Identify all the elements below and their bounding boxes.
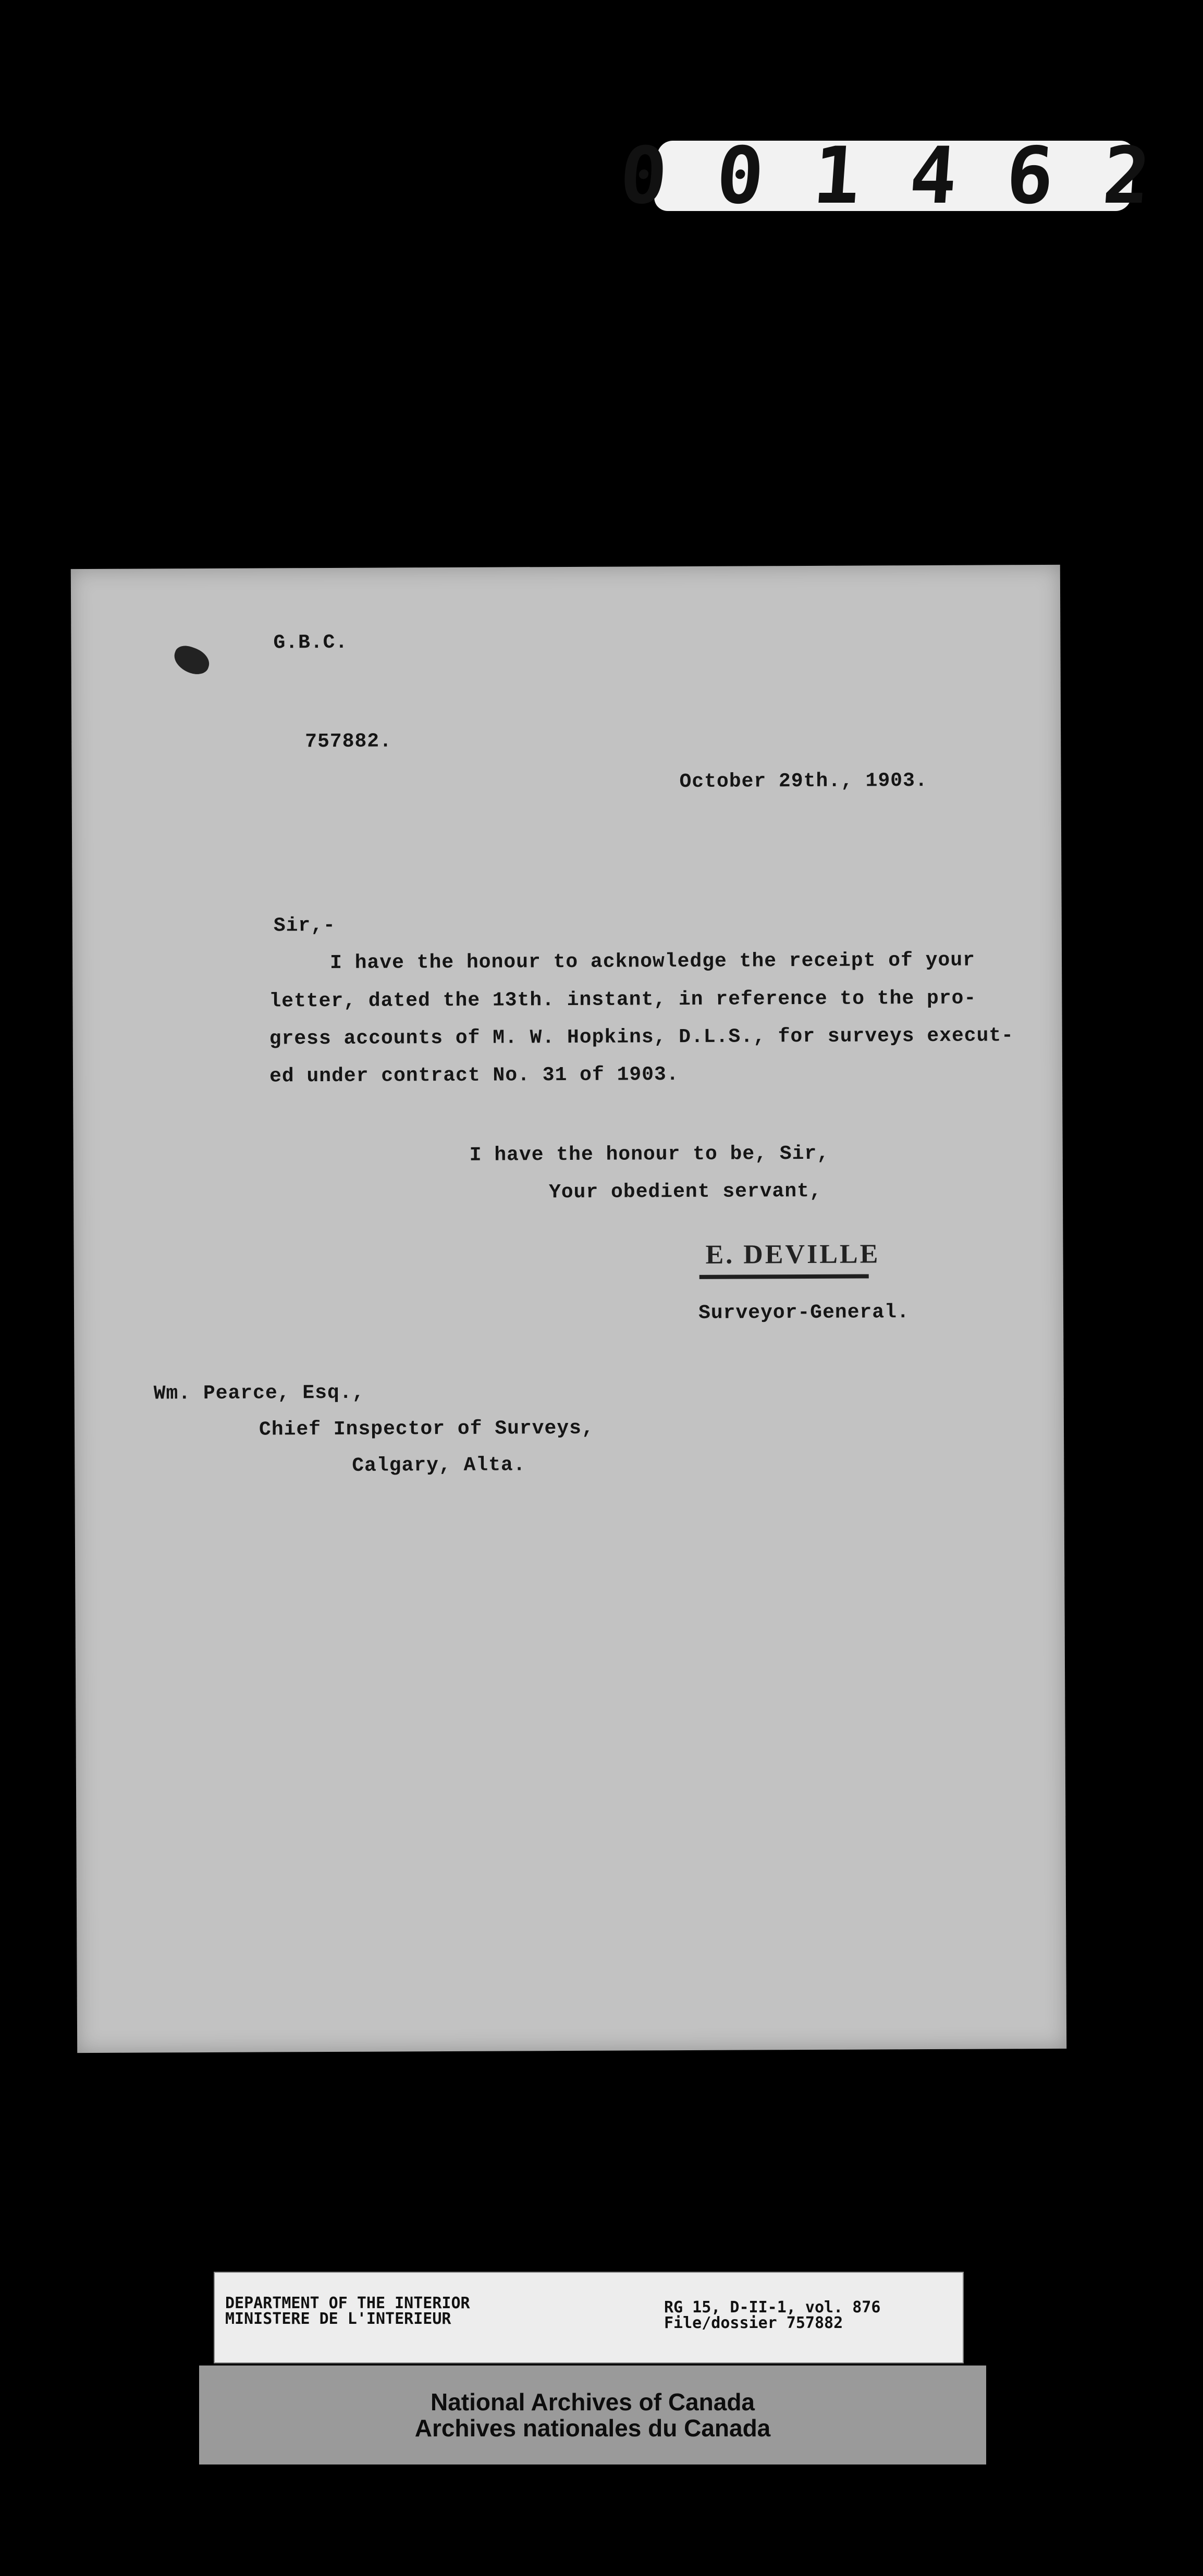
recipient-name: Wm. Pearce, Esq., [153, 1381, 365, 1405]
body-line-1: I have the honour to acknowledge the receipt of your [330, 949, 975, 974]
body-line-2: letter, dated the 13th. instant, in reference to the pro- [269, 987, 977, 1013]
recipient-title: Chief Inspector of Surveys, [259, 1417, 594, 1441]
signer-title: Surveyor-General. [698, 1301, 910, 1324]
reference-code: G.B.C. [273, 631, 348, 654]
letter-page [71, 565, 1066, 2053]
department-english: DEPARTMENT OF THE INTERIOR [225, 2294, 470, 2312]
national-archives-banner [199, 2366, 986, 2464]
record-group-reference: RG 15, D-II-1, vol. 876 [664, 2298, 881, 2317]
salutation: Sir,- [273, 914, 336, 937]
archive-reference-label [214, 2272, 964, 2363]
microfilm-frame-number: 001462 [617, 130, 1203, 221]
body-line-4: ed under contract No. 31 of 1903. [269, 1063, 679, 1088]
closing-line-2: Your obedient servant, [548, 1180, 822, 1204]
recipient-location: Calgary, Alta. [352, 1454, 526, 1477]
signature-underline [699, 1274, 869, 1279]
file-dossier-number: File/dossier 757882 [664, 2314, 843, 2332]
ink-smudge [170, 642, 213, 678]
archives-name-english: National Archives of Canada [430, 2388, 755, 2416]
letter-date: October 29th., 1903. [679, 769, 928, 794]
department-french: MINISTERE DE L'INTERIEUR [225, 2310, 451, 2328]
signature-stamp: E. DEVILLE [705, 1239, 880, 1270]
file-number: 757882. [305, 730, 392, 753]
archives-name-french: Archives nationales du Canada [414, 2414, 771, 2442]
body-line-3: gress accounts of M. W. Hopkins, D.L.S., for surveys execut- [269, 1024, 1014, 1050]
closing-line-1: I have the honour to be, Sir, [469, 1142, 830, 1167]
